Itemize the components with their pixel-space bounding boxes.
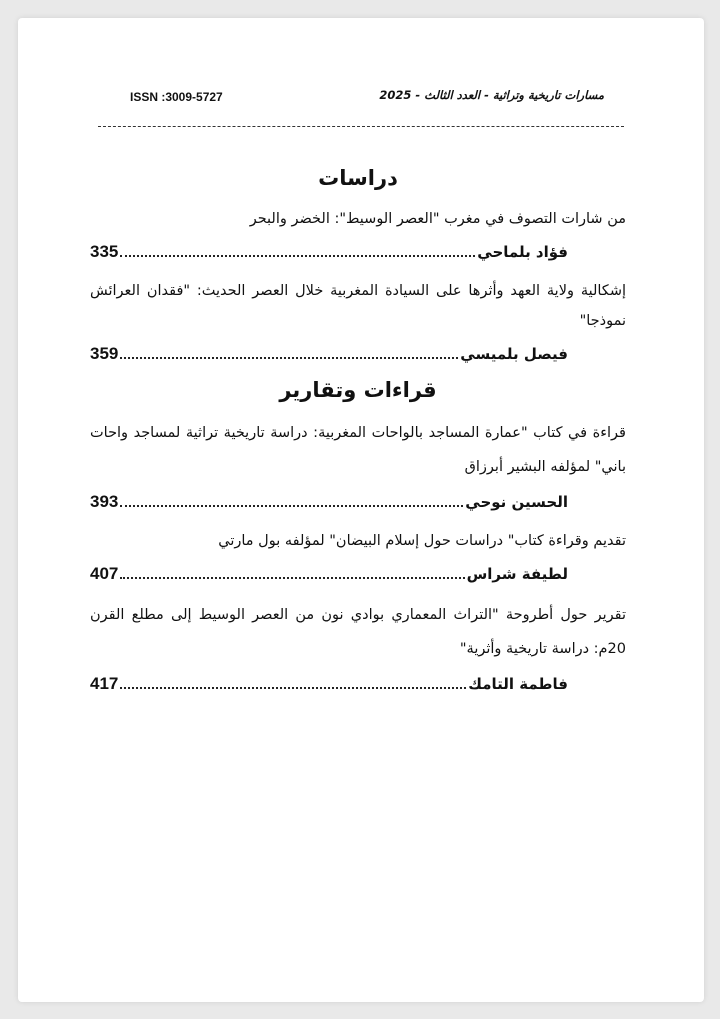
dot-leader (120, 687, 466, 689)
table-of-contents (90, 158, 626, 708)
toc-entry (90, 416, 626, 512)
section-title-studies: دراسات (318, 166, 398, 190)
entry-author-line (90, 344, 626, 364)
entry-title: قراءة في كتاب "عمارة المساجد بالواحات المغربية: دراسة تاريخية تراثية لمساجد واحات باني" لمؤلفه البشير أبرزاق (90, 425, 626, 475)
entry-page-number: 335 (90, 242, 119, 261)
toc-entry (90, 276, 626, 364)
entry-author-line (90, 492, 626, 512)
page-header (130, 88, 604, 110)
entry-author: فاطمة التامك (468, 675, 568, 693)
journal-running-title: مسارات تاريخية وتراثية - العدد الثالث - 2025 (379, 88, 604, 102)
toc-entry (90, 598, 626, 694)
entry-page-number: 407 (90, 564, 119, 583)
entry-page-number: 393 (90, 492, 119, 511)
entry-title: تقرير حول أطروحة "التراث المعماري بوادي نون من العصر الوسيط إلى مطلع القرن 20م: دراسة تاريخية وأثرية" (90, 607, 626, 657)
dot-leader (120, 505, 463, 507)
section-title-readings-reports: قراءات وتقارير (279, 378, 437, 402)
entry-author-line (90, 674, 626, 694)
entry-title: إشكالية ولاية العهد وأثرها على السيادة المغربية خلال العصر الحديث: "فقدان العرائش نموذجا" (90, 283, 626, 329)
entry-page-number: 417 (90, 674, 119, 693)
document-page (18, 18, 704, 1002)
dot-leader (120, 357, 458, 359)
entry-author: الحسين نوحي (465, 493, 568, 511)
entry-author: فيصل بلميسي (460, 345, 568, 363)
issn-label: ISSN :3009-5727 (130, 90, 223, 104)
entry-author: فؤاد بلماحي (477, 243, 568, 261)
entry-title: من شارات التصوف في مغرب "العصر الوسيط": الخضر والبحر (249, 211, 626, 227)
toc-entry (90, 526, 626, 584)
entry-author-line (90, 564, 626, 584)
entry-page-number: 359 (90, 344, 119, 363)
entry-title: تقديم وقراءة كتاب" دراسات حول إسلام البيضان" لمؤلفه بول مارتي (218, 533, 626, 549)
toc-entry (90, 204, 626, 262)
header-divider (98, 126, 624, 127)
dot-leader (120, 255, 475, 257)
dot-leader (120, 577, 464, 579)
entry-author-line (90, 242, 626, 262)
entry-author: لطيفة شراس (466, 565, 568, 583)
